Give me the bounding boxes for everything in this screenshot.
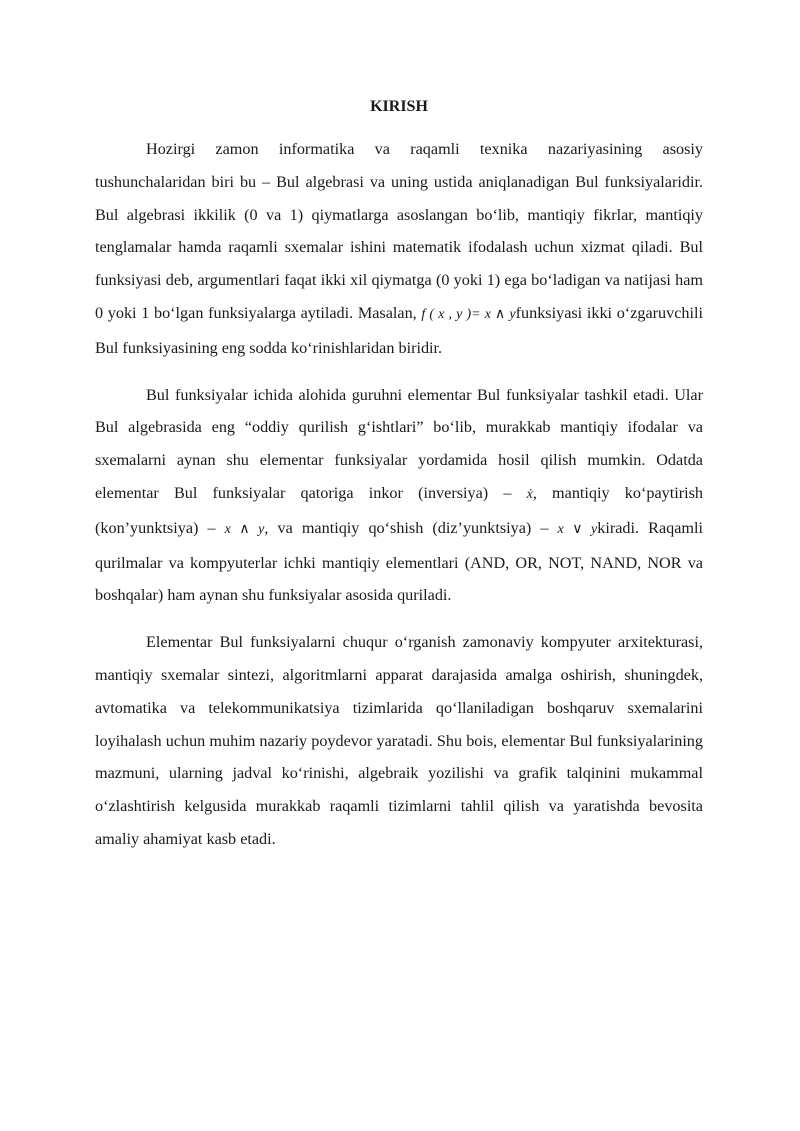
formula-f-x-y: f ( x , y )= x ∧ y — [421, 306, 516, 322]
paragraph-text: Bul funksiyalar ichida alohida guruhni elementar Bul funksiyalar tashkil etadi. Ular Bul algebrasida eng “oddiy qurilish g‘ishtlari” bo‘lib, murakkab mantiqiy ifodalar va sxemalarni aynan shu elementar funksiyalar yordamida hosil qilish mumkin. Odatda elementar Bul funksiyalar qatoriga inkor (inversiya) – — [95, 385, 703, 502]
paragraph-intro — [95, 133, 703, 365]
paragraph-elementary-functions — [95, 379, 703, 613]
formula-negation: ẋ — [526, 486, 533, 502]
page-title: KIRISH — [370, 98, 428, 115]
paragraph-text: , va mantiqiy qo‘shish (diz’yunktsiya) – — [264, 518, 558, 537]
paragraph-text: kiradi. Raqamli qurilmalar va kompyuterlar ichki mantiqiy elementlari (AND, OR, NOT, NAND, NOR va boshqalar) ham aynan shu funksiyalar asosida quriladi. — [95, 518, 703, 605]
formula-conjunction: x ∧ y — [224, 521, 265, 537]
paragraph-significance: Elementar Bul funksiyalarni chuqur o‘rganish zamonaviy kompyuter arxitekturasi, mantiqiy sxemalar sintezi, algoritmlarni apparat darajasida amalga oshirish, shuningdek, avtomatika va telekommunikatsiya tizimlarida qo‘llaniladigan boshqaruv sxemalarini loyihalash uchun muhim nazariy poydevor yaratadi. Shu bois, elementar Bul funksiyalarining mazmuni, ularning jadval ko‘rinishi, algebraik yozilishi va grafik talqinini mukammal o‘zlashtirish kelgusida murakkab raqamli tizimlarni tahlil qilish va yaratishda bevosita amaliy ahamiyat kasb etadi. — [95, 633, 703, 848]
paragraph-text: Hozirgi zamon informatika va raqamli texnika nazariyasining asosiy tushunchalaridan biri bu – Bul algebrasi va uning ustida aniqlanadigan Bul funksiyalaridir. Bul algebrasi ikkilik (0 va 1) qiymatlarga asoslangan bo‘lib, mantiqiy fikrlar, mantiqiy tenglamalar hamda raqamli sxemalar ishini matematik ifodalash uchun xizmat qiladi. Bul funksiyasi deb, argumentlari faqat ikki xil qiymatga (0 yoki 1) ega bo‘ladigan va natijasi ham 0 yoki 1 bo‘lgan funksiyalarga aytiladi. Masalan, — [95, 140, 703, 322]
formula-disjunction: x ∨ y — [557, 521, 598, 537]
paragraph-text: funksiyasi ikki o‘zgaruvchili Bul funksiyasining eng sodda ko‘rinishlaridan biridir. — [95, 303, 704, 357]
paragraph-text: , mantiqiy ko‘paytirish (kon’yunktsiya) – — [95, 483, 704, 537]
document-page — [95, 96, 703, 870]
